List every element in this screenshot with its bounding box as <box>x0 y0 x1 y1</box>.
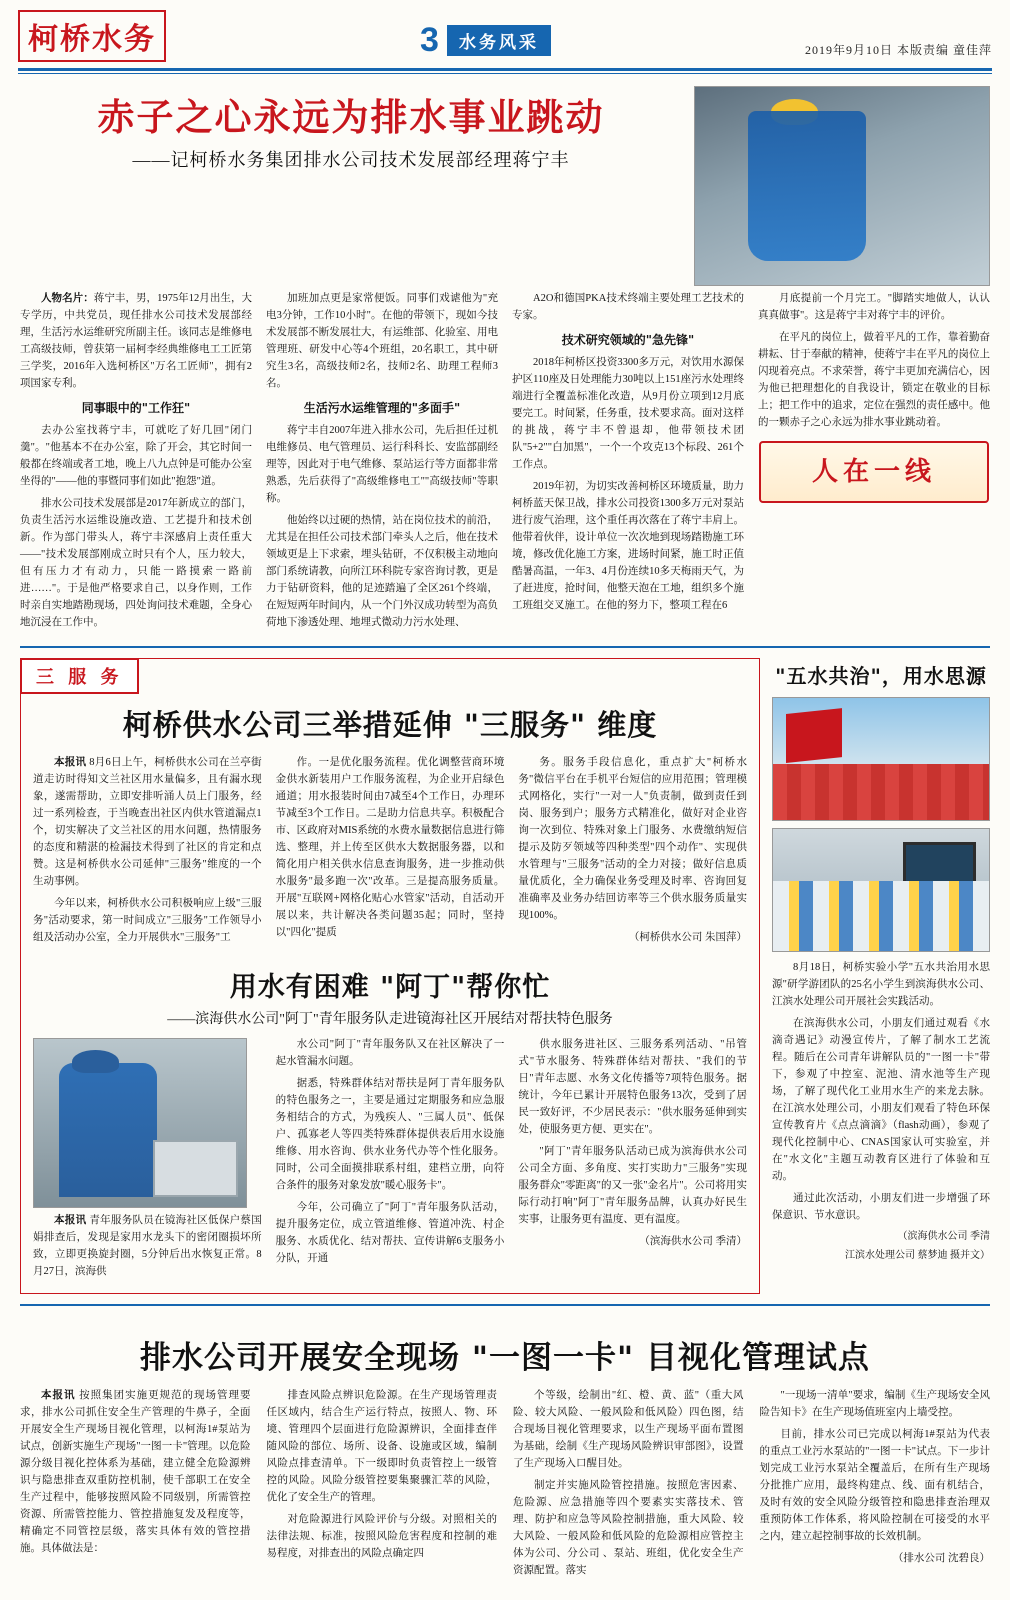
feature-col-1 <box>20 290 252 636</box>
side-p2: 在滨海供水公司，小朋友们通过观看《水滴奇遇记》动漫宣传片，了解了制水工艺流程。随后在公司青年讲解队员的"一图一卡"带下，参观了中控室、泥池、清水池等生产现场，了解了现代化工业用水生产的来龙去脉。在江滨水处理公司，小朋友们观看了特色环保宣传教育片《点点滴滴》（flash动画），参观了现代化控制中心、CNAS国家认可实验室，并在"水文化"主题互动教育区进行了体验和互动。 <box>772 1018 990 1183</box>
article-b-c2-p1: 水公司"阿丁"青年服务队又在社区解决了一起水管漏水问题。 <box>275 1039 505 1068</box>
date-editor: 2019年9月10日 本版责编 童佳萍 <box>804 43 992 57</box>
article-a-title: 柯桥供水公司三举措延伸 "三服务" 维度 <box>122 708 658 743</box>
article-c-col-4 <box>760 1387 991 1584</box>
profile-text: 蒋宁丰，男，1975年12月出生，大专学历，中共党员，现任排水公司技术发展部经理，生活污水运维研究所副主任。该同志是维修电工高级技师，曾获第一届柯李经典维修电工工匠第三学奖，2016年入选柯桥区"万名工匠师"，拥有2项国家专利。 <box>20 293 253 389</box>
feature-c3-p2: 2018年柯桥区投资3300多万元，对饮用水源保护区110座及日处理能力30吨以上151座污水处理终端进行全覆盖标准化改造，从9月份立项到12月底要完工。时间紧，任务重，技术要求高。面对这样的挑战，蒋宁丰不曾退却，他带领技术团队"5+2""白加黑"，一个一个攻克13个标段、261个工作点。 <box>512 357 744 471</box>
section-three-services <box>14 658 996 1294</box>
feature-c1-p1: 去办公室找蒋宁丰，可就吃了好几回"闭门羹"。"他基本不在办公室，除了开会，其它时间一般都在终端或者工地，晚上八九点钟是可能办公室坐得的"——他的事暨同事们如此"抱怨"道。 <box>20 425 252 488</box>
article-a-col-2 <box>276 754 505 951</box>
masthead-rule <box>18 68 992 71</box>
article-c-c4-p1: "一现场一清单"要求，编制《生产现场安全风险告知卡》在生产现场值班室内上墙受控。 <box>759 1390 990 1419</box>
article-c-title: 排水公司开展安全现场 "一图一卡" 目视化管理试点 <box>140 1340 870 1377</box>
section-name: 水务风采 <box>447 25 551 56</box>
side-article-body <box>772 959 990 1263</box>
feature-photo <box>694 86 990 286</box>
article-c-lead: 本报讯 <box>41 1390 76 1402</box>
article-c-body <box>20 1387 990 1584</box>
article-c-c1-p1: 按照集团实施更规范的现场管理要求，排水公司抓住安全生产管理的牛鼻子，全面开展安全生产现场目视化管理，以柯海1#泵站为试点，创新实施生产现场"一图一卡"管理。以危险源分级目视化控体系为基础，建立健全危险源辨识与隐患排查双重防控机制，使千部职工在安全生产过程中，能够按照风险不同级别，所需管控资源、所需管控能力、管控措施复发及程度等，精确定不同管控层级，落实具体有效的管控措施。具体做法是： <box>20 1390 251 1555</box>
feature-c2-p3: 他始终以过硬的热情，站在岗位技术的前沿，尤其是在担任公司技术部门牵头人之后，他在技术领域更是上下求索，埋头钻研，不仅积极主动地向部门系统请教，向所江环科院专家咨询讨教，更是力于钻研资料，他的足迹踏遍了全区261个终端，在短短两年时间内，从一个门外汉成功转型为高负荷地下渗透处理、地埋式微动力污水处理、 <box>266 515 498 629</box>
side-article-title: "五水共治"，用水思源 <box>775 664 987 689</box>
feature-c3-p3: 2019年初，为切实改善柯桥区环境质量，助力柯桥蓝天保卫战，排水公司投资1300多万元对泵站进行废气治理，这个重任再次落在了蒋宁丰肩上。他带着伙伴，设计单位一次次地到现场踏勘施工环境，修改优化施工方案，进场时间紧，施工时正值酷暑高温，一年3、4月份连续10多天梅雨天气，为了赶进度，抢时间，他整天泡在工地，组织多个施工班组交叉施工。在他的努力下，整项工程在6 <box>512 481 744 612</box>
article-c-col-2 <box>267 1387 498 1584</box>
article-feature <box>14 82 996 286</box>
article-a-col-1 <box>33 754 262 951</box>
side-p1: 8月18日，柯桥实验小学"五水共治用水思源"研学游团队的25名小学生到滨海供水公司、江滨水处理公司开展社会实践活动。 <box>772 962 990 1008</box>
article-b-col-2 <box>276 1036 505 1285</box>
feature-c4-p1: 月底提前一个月完工。"脚踏实地做人，认认真真做事"。这是蒋宁丰对蒋宁丰的评价。 <box>758 293 990 321</box>
article-a-c1-p2: 今年以来，柯桥供水公司积极响应上级"三服务"活动要求，第一时间成立"三服务"工作领导小组及活动办公室，全力开展供水"三服务"工 <box>33 898 262 944</box>
article-c-c4-p2: 目前，排水公司已完成以柯海1#泵站为代表的重点工业污水泵站的"一图一卡"试点。下一步计划完成工业污水泵站全覆盖后，在所有生产现场分批推广应用，最终构建点、线、面有机结合，及时有效的安全风险分级管控和隐患排查治理双重预防体工作体系，将风险控制在可接受的水平之内，建立起控制事故的长效机制。 <box>759 1429 990 1543</box>
article-c-sign: （排水公司 沈碧良） <box>892 1553 990 1565</box>
feature-c2-p1: 加班加点更是家常便饭。同事们戏谑他为"充电3分钟，工作10小时"。在他的带领下，现如今技术发展部不断发展壮大，有运维部、化验室、用电管理班、研发中心等4个班组，20名职工，其中研究生3名，高级技师2名，技师2名、助理工程师3名。 <box>266 293 498 389</box>
article-b-c1-p1: 青年服务队员在镜海社区低保户蔡国娟排查后，发现是家用水龙头下的密闭圈损坏所致，立即更换旋封圈，5分钟后出水恢复正常。8月27日，滨海供 <box>33 1215 262 1278</box>
article-a-lead: 本报讯 <box>54 757 87 769</box>
feature-col-4 <box>758 290 990 636</box>
feature-c1-p2: 排水公司技术发展部是2017年新成立的部门，负责生活污水运维设施改造、工艺提升和技术创新。作为部门带头人，蒋宁丰深感肩上责任重大——"技术发展部刚成立时只有个人，压力较大，但有压力才有动力，只能一路摸索一路前进……"。于是他严格要求自己，以身作则，工作时亲自实地踏勘现场，四处询问技术难题，全身心地沉浸在工作中。 <box>20 498 252 629</box>
article-a-c3-p1: 务。服务手段信息化，重点扩大"柯桥水务"微信平台在手机平台短信的应用范围；管理模式网格化，实行"一对一人"负责制，做到责任到岗、服务到户；服务方式精准化，做好对企业咨询一次到位、特殊对象上门服务、水费缴纳短信提示及防歹领域等四种类型"四个动作"、实现供水管理与"三服务"活动的全力对接；做好信息质量优质化，全力确保业务受理及时率、咨询回复准确率及业务办结回访率等三个供水服务质量实现100%。 <box>518 757 748 922</box>
feature-col-3 <box>512 290 744 636</box>
feature-sub-title-2: 生活污水运维管理的"多面手" <box>303 401 461 415</box>
feature-sub-title-3: 技术研究领域的"急先锋" <box>561 333 695 347</box>
feature-c2-p2: 蒋宁丰自2007年进入排水公司，先后担任过机电维修员、电气管理员、运行科科长、安监部副经理等，因此对于电气维修、泵站运行等方面都非常熟悉，先后获得了"高级维修电工""高级技师"等职称。 <box>266 425 498 505</box>
article-b-c2-p3: 今年，公司确立了"阿丁"青年服务队活动，提升服务定位，成立管道维修、管道冲洗、村企服务、水质优化、结对帮扶、宣传讲解6支服务小分队，开通 <box>275 1202 505 1265</box>
side-byline-1: （滨海供水公司 季清 <box>897 1231 990 1243</box>
side-article <box>772 658 990 1294</box>
column-badge <box>759 441 989 503</box>
feature-c4-p2: 在平凡的岗位上，做着平凡的工作，靠着勤奋耕耘、甘于奉献的精神，使蒋宁丰在平凡的岗位上闪现着亮点。不求荣誉，蒋宁丰更加充满信心，因为他已把理想化的自我设计，锁定在敬业的目标上；把工作中的追求，定位在强烈的责任感中。他的一颗赤子之心永远为排水事业跳动着。 <box>758 332 990 428</box>
article-c-c2-p1: 排查风险点辨识危险源。在生产现场管理责任区域内，结合生产运行特点，按照人、物、环境、管理四个层面进行危险源辨识，全面排查伴随风险的部位、场所、设备、设施或区域，编制风险点排查清单。下一级即时负责管控上一级管控的风险。风险分级管控要集聚骤汇萃的风险，优化了安全生产的管理。 <box>266 1390 497 1504</box>
article-b-c3-p2: "阿丁"青年服务队活动已成为滨海供水公司公司全方面、多角度、实打实助力"三服务"实现服务群众"零距离"的又一张"金名片"。公司将用实际行动打响"阿丁"青年服务品牌，认真办好民生实事，让服务更有温度、更有温度。 <box>518 1146 748 1226</box>
side-p3: 通过此次活动，小朋友们进一步增强了环保意识、节水意识。 <box>772 1193 990 1222</box>
article-b-col-3 <box>518 1036 747 1285</box>
article-c-col-1 <box>20 1387 251 1584</box>
section-visual-management <box>14 1316 996 1584</box>
side-byline-2: 江滨水处理公司 蔡梦迪 摄并文） <box>845 1250 990 1262</box>
article-c-col-3 <box>513 1387 744 1584</box>
profile-label: 人物名片： <box>41 293 94 304</box>
article-c-c3-p2: 制定并实施风险管控措施。按照危害因素、危险源、应急措施等四个要素实实落技术、管理、防护和应急等风险控制措施，重大风险、较大风险、一般风险和低风险的危险源相应管控主体为公司、分公司 、泵站、班组，优化安全生产资源配置。落实 <box>513 1480 744 1577</box>
article-a-c2-p1: 作。一是优化服务流程。优化调整营商环境金供水新装用户工作服务流程，为企业开启绿色通道；用水报装时间由7减至4个工作日，办理环节减至3个工作日。二是助力信息共享。积极配合市、区政府对MIS系统的水费水量数据信息进行筛选、整理，并上传至区供水大数据服务器，以和简化用户相关供水信息查询服务，进一步推动供水服务"最多跑一次"改革。三是提高服务质量。开展"互联网+网格化贴心水管家"活动，自活动开展以来，共计解决各类问题35起；同时，坚持以"四化"提质 <box>275 757 505 939</box>
section-divider-2 <box>20 1304 990 1306</box>
feature-sub-title-1: 同事眼中的"工作狂" <box>81 401 191 415</box>
three-services-tag: 三 服 务 <box>20 658 139 694</box>
section-divider-1 <box>20 646 990 648</box>
page-number: 3 <box>420 21 439 59</box>
article-c-c2-p2: 对危险源进行风险评价与分级。对照相关的法律法规、标准，按照风险危害程度和控制的难易程度，对排查出的风险点确定四 <box>266 1514 497 1560</box>
feature-c3-p1: A2O和德国PKA技术终端主要处理工艺技术的专家。 <box>512 293 744 321</box>
article-c-c3-p1: 个等级，绘制出"红、橙、黄、蓝"（重大风险、较大风险、一般风险和低风险）四色图，结合现场目视化管理要求，以生产现场平面布置图为基础，绘制《生产现场风险辨识审部图》，设置了生产现场入口醒目处。 <box>513 1390 744 1470</box>
article-b-body <box>33 1036 747 1285</box>
article-b-c3-p1: 供水服务进社区、三服务系列活动、"吊管式"节水服务、特殊群体结对帮扶、"我们的节日"青年志愿、水务文化传播等7项特色服务。据统计，今年已累计开展特色服务13次，受到了居民一致好评，不少居民表示："供水服务延伸到实处，使服务更方便、更实在"。 <box>518 1039 748 1136</box>
feature-body <box>14 290 996 636</box>
article-b-subtitle: ——滨海供水公司"阿丁"青年服务队走进镜海社区开展结对帮扶特色服务 <box>167 1012 613 1028</box>
three-services-box <box>20 658 760 1294</box>
article-a-col-3 <box>518 754 747 951</box>
article-b-title: 用水有困难 "阿丁"帮你忙 <box>229 972 551 1004</box>
feature-headline: 赤子之心永远为排水事业跳动 <box>97 95 605 139</box>
side-photo-2 <box>772 828 990 952</box>
feature-col-2 <box>266 290 498 636</box>
side-photo-1 <box>772 697 990 821</box>
article-b-c2-p2: 据悉，特殊群体结对帮扶是阿丁青年服务队的特色服务之一，主要是通过定期服务和应急服务相结合的方式，为残疾人、"三属人员"、低保户、孤寡老人等四类特殊群体提供表后用水设施维修、用水咨询、供水业务代办等个性化服务。同时，公司全面摸排联系村组，建档立册，向符合条件的服务对象发放"暖心服务卡"。 <box>275 1078 505 1192</box>
article-b-byline: （滨海供水公司 季清） <box>639 1236 748 1248</box>
article-b-photo <box>33 1038 247 1208</box>
column-badge-label: 人在一线 <box>811 456 936 487</box>
article-b-lead: 本报讯 <box>54 1215 87 1227</box>
article-b-col-1 <box>33 1036 262 1285</box>
masthead-rule-thin <box>18 73 992 74</box>
masthead <box>14 0 996 66</box>
feature-subhead: ——记柯桥水务集团排水公司技术发展部经理蒋宁丰 <box>132 150 570 171</box>
masthead-center <box>420 21 551 60</box>
article-a-body <box>33 754 747 951</box>
publication-logo: 柯桥水务 <box>18 10 166 62</box>
article-a-byline: （柯桥供水公司 朱国萍） <box>628 932 748 944</box>
article-a-c1-p1: 8月6日上午，柯桥供水公司在兰亭街道走访时得知文兰社区用水量偏多，且有漏水现象，遂需帮助，立即安排听涌人员上门服务，经过一系列检查，于当晚查出社区内供水管道漏点1个，切实解决了文兰社区的用水问题，热情服务的态度和精湛的检漏技术得到了社区的肯定和点赞。这是柯桥供水公司延伸"三服务"维度的一个生动事例。 <box>33 757 262 888</box>
